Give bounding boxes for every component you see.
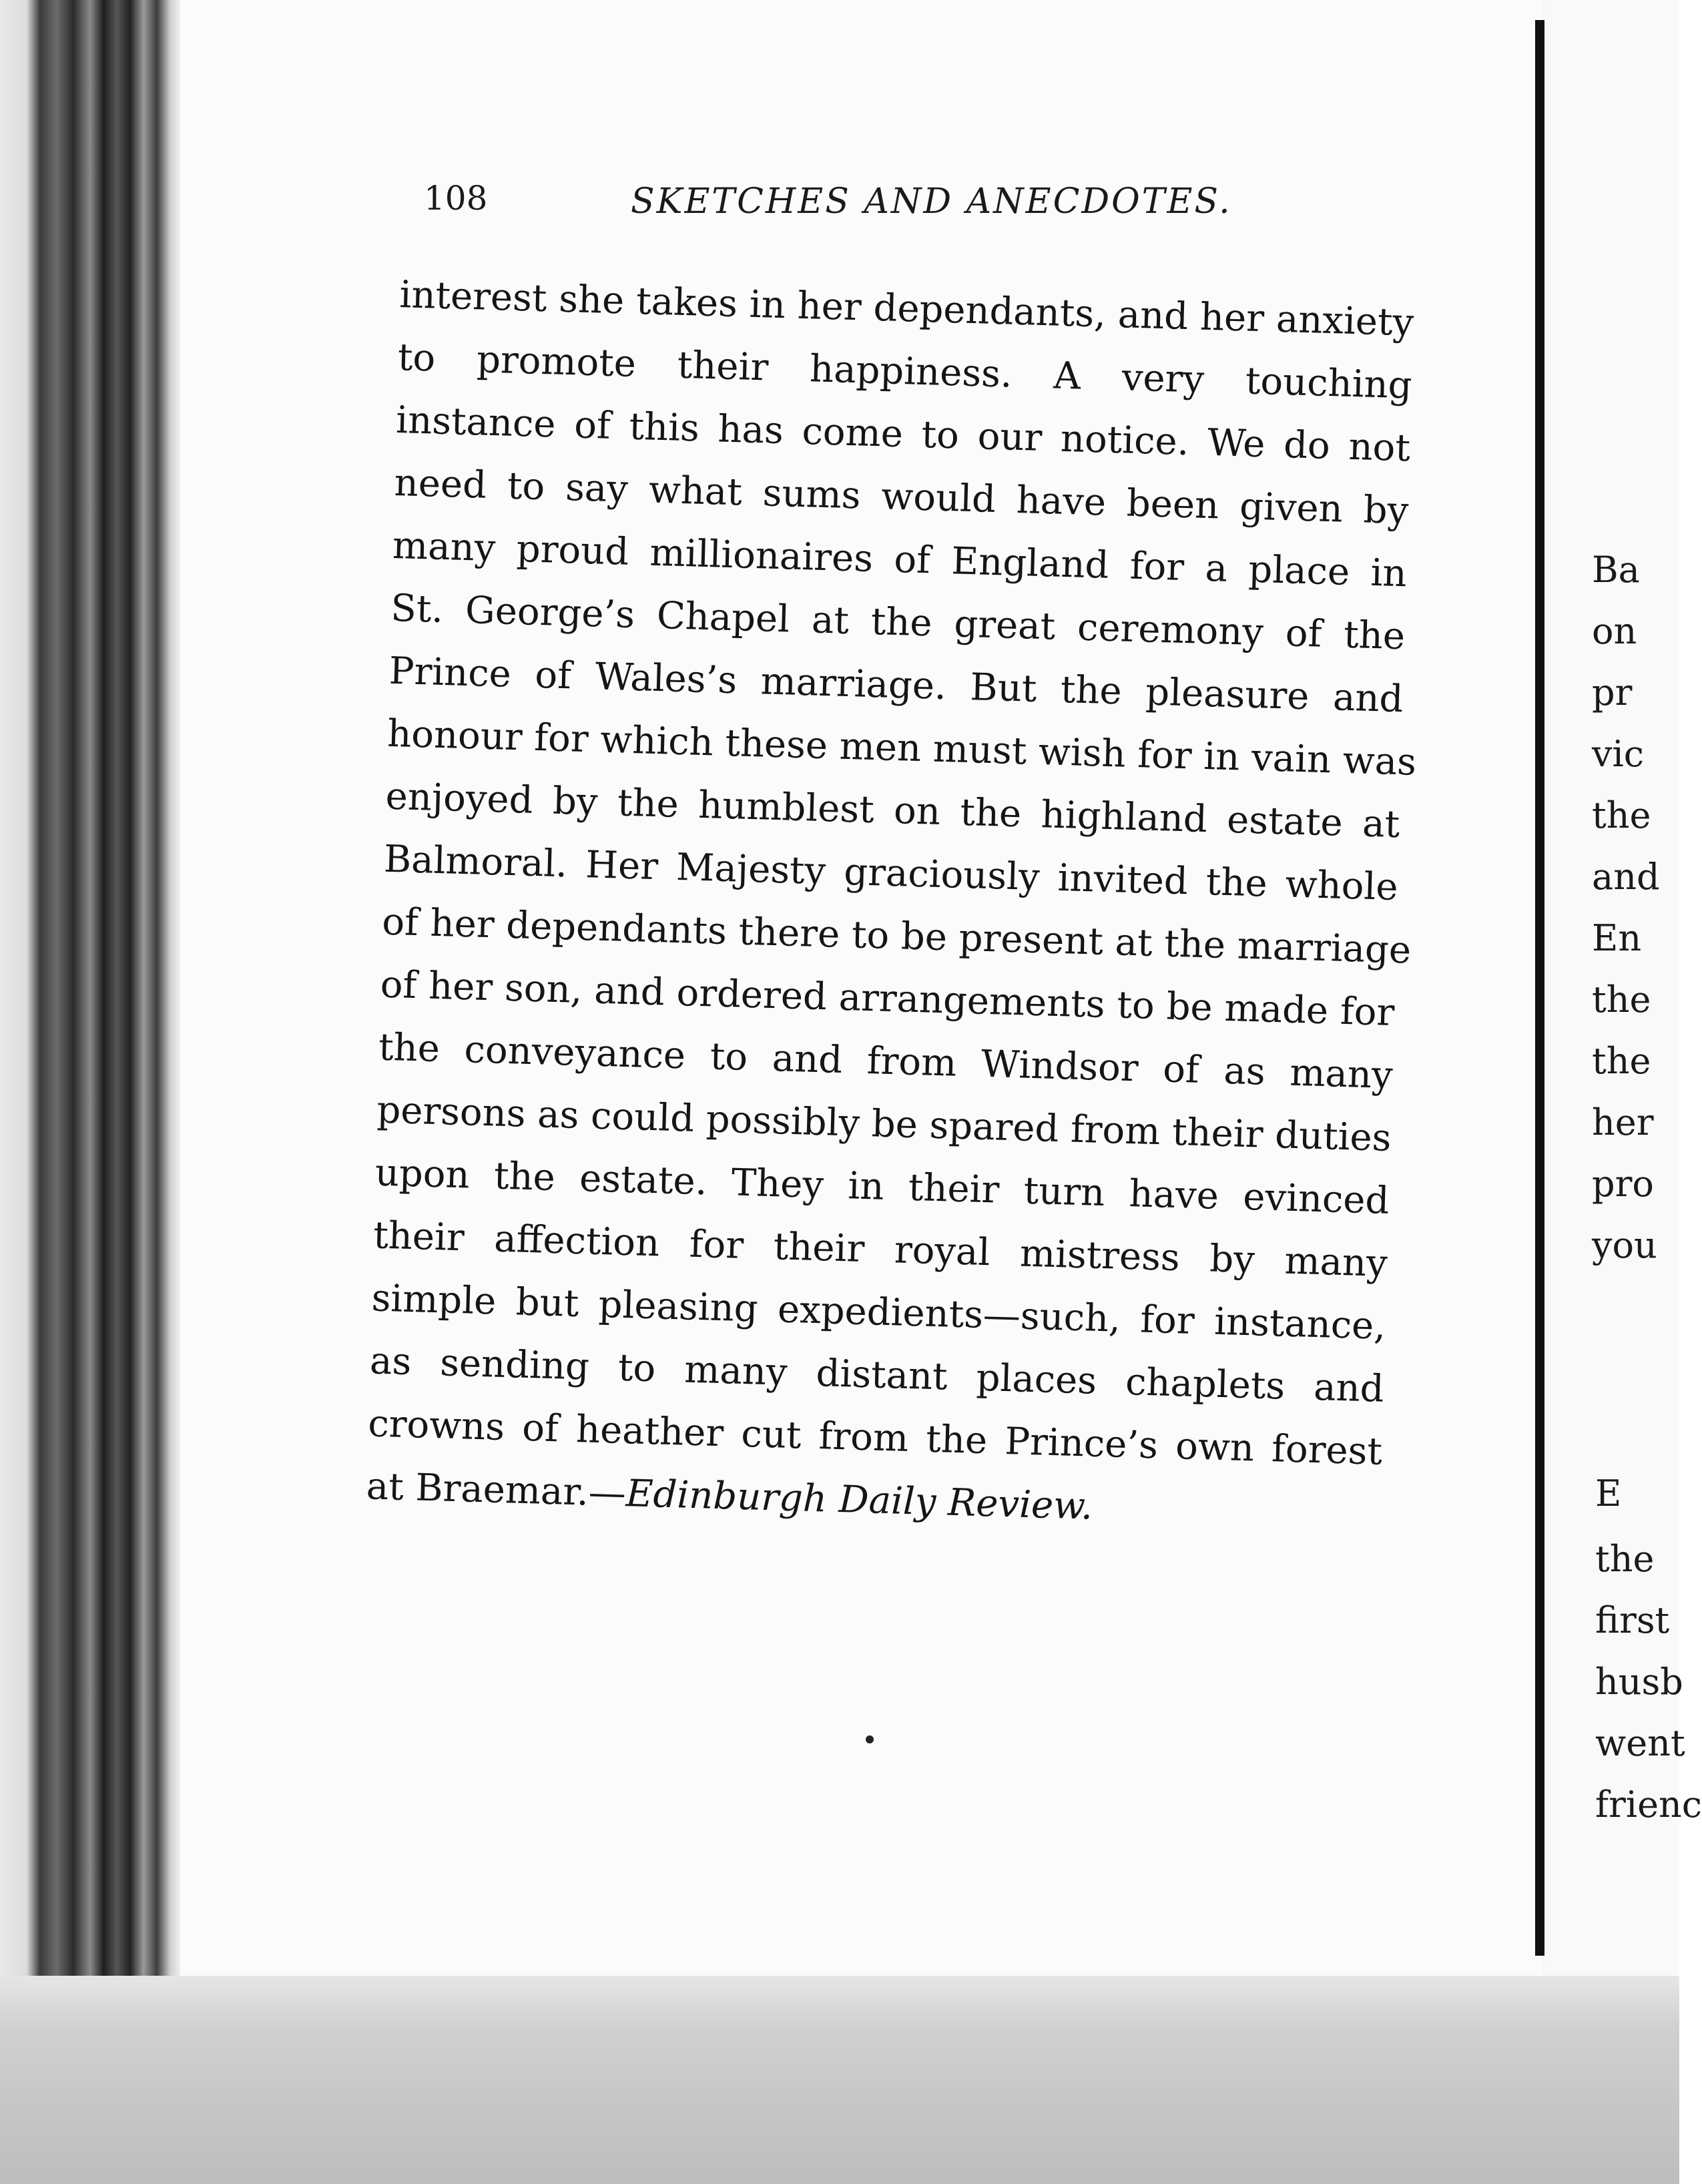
facing-line-fragment: En — [1592, 917, 1642, 959]
page-header — [424, 179, 1425, 232]
text-line: St. George’s Chapel at the great ceremony of the — [390, 586, 1406, 659]
facing-line-fragment: the — [1595, 1538, 1655, 1580]
text-line: of her dependants there to be present at the marriage — [381, 900, 1412, 973]
text-line: simple but pleasing expedients—such, for instance, — [370, 1276, 1387, 1348]
facing-line-fragment: Ba — [1592, 549, 1640, 591]
ink-fleck — [866, 1735, 874, 1743]
facing-page-text-bottom — [1595, 1529, 1702, 1836]
text-line: need to say what sums would have been given by — [393, 461, 1410, 533]
text-line: Prince of Wales’s marriage. But the pleasure and — [388, 649, 1404, 722]
text-line: as sending to many distant places chaplets and — [369, 1339, 1385, 1411]
text-line: crowns of heather cut from the Prince’s own forest — [367, 1402, 1383, 1474]
page-number: 108 — [424, 179, 488, 218]
text-line: enjoyed by the humblest on the highland estate at — [384, 774, 1401, 847]
facing-line-fragment: first — [1595, 1599, 1670, 1641]
facing-line-fragment: her — [1592, 1101, 1654, 1143]
facing-line-fragment: husb — [1595, 1661, 1683, 1703]
facing-line-fragment: pro — [1592, 1163, 1654, 1205]
facing-line-fragment: the — [1592, 794, 1651, 836]
facing-line-fragment: vic — [1592, 733, 1645, 775]
text-line: persons as could possibly be spared from their duties — [376, 1088, 1392, 1160]
facing-line-fragment: and — [1592, 856, 1660, 898]
last-line-prefix: at Braemar.— — [365, 1464, 627, 1516]
text-line: many proud millionaires of England for a place in — [392, 523, 1408, 596]
text-line: honour for which these men must wish for in vain was — [386, 712, 1417, 784]
text-line: the conveyance to and from Windsor of as many — [378, 1025, 1394, 1097]
text-line: of her son, and ordered arrangements to be made for — [379, 963, 1396, 1035]
facing-line-fragment: the — [1592, 979, 1651, 1021]
body-text — [366, 264, 1415, 1547]
text-line: their affection for their royal mistress by many — [372, 1213, 1388, 1286]
facing-line-fragment: on — [1592, 610, 1637, 652]
source-citation: Edinburgh Daily Review. — [625, 1472, 1094, 1529]
facing-line-fragment: went — [1595, 1722, 1685, 1764]
facing-line-fragment: the — [1592, 1040, 1651, 1082]
page-gutter-line — [1535, 20, 1544, 1956]
text-line: interest she takes in her dependants, and her anxiety — [398, 272, 1415, 345]
facing-page-initial-letter: E — [1595, 1472, 1622, 1515]
facing-page-text-top — [1592, 539, 1679, 1276]
book-binding-edge — [0, 0, 180, 2184]
text-line: instance of this has come to our notice. We do not — [395, 398, 1411, 471]
facing-line-fragment: you — [1592, 1224, 1657, 1266]
facing-line-fragment: frienc — [1595, 1784, 1702, 1826]
facing-page-initial — [1595, 1463, 1679, 1525]
facing-line-fragment: pr — [1592, 671, 1633, 714]
text-line: to promote their happiness. A very touching — [397, 335, 1413, 408]
text-line: upon the estate. They in their turn have evinced — [374, 1151, 1390, 1223]
scan-bottom-margin — [0, 1976, 1679, 2184]
text-line: Balmoral. Her Majesty graciously invited the whole — [383, 837, 1399, 910]
running-title: SKETCHES AND ANECDOTES. — [631, 182, 1232, 222]
